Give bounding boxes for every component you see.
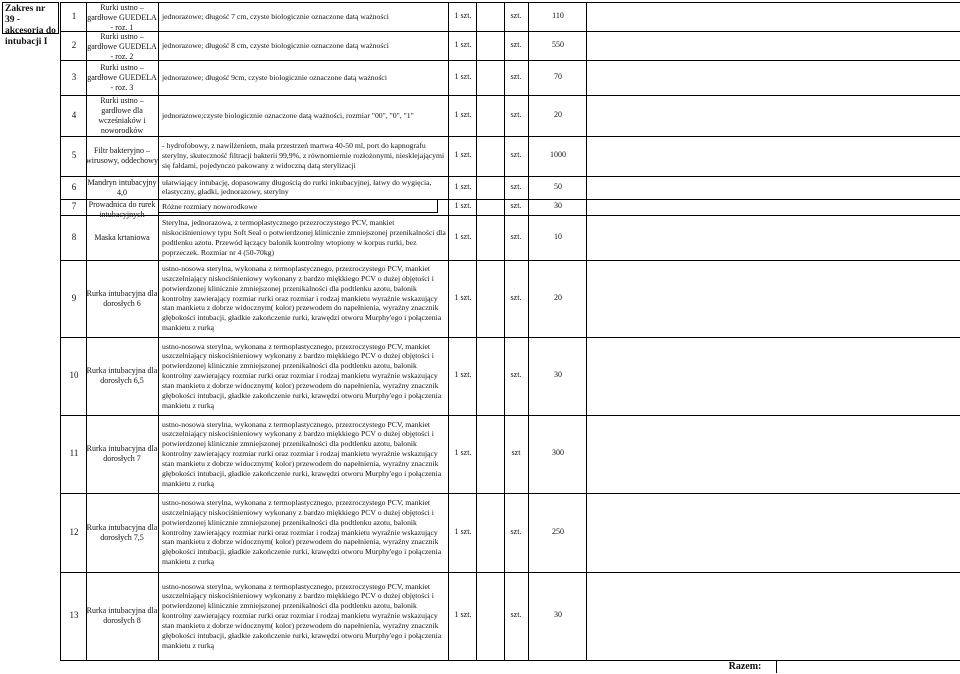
row-divider — [60, 31, 960, 32]
unit-measure: szt. — [510, 39, 522, 49]
unit-quantity: 1 szt. — [454, 181, 472, 191]
item-name: Rurka intubacyjna dla dorosłych 7 — [86, 444, 158, 463]
column-divider — [476, 2, 477, 660]
quantity: 70 — [554, 71, 562, 81]
item-description: jednorazowe; długość 8 cm, czyste biologicznie oznaczone datą ważności — [162, 40, 389, 50]
row-number: 8 — [71, 231, 77, 242]
item-name: Rurki ustno – gardłowe GUEDELA - roz. 3 — [87, 62, 157, 92]
row-number: 6 — [71, 181, 77, 192]
quantity: 300 — [552, 448, 564, 457]
unit-quantity: 1 szt. — [454, 201, 472, 210]
column-divider — [504, 2, 505, 660]
row-divider — [60, 2, 960, 3]
item-name: Rurki ustno – gardłowe GUEDELA - roz. 1 — [87, 3, 157, 32]
item-description: - hydrofobowy, z nawilżeniem, mała przestrzeń martwa 40-50 ml, port do kapnografu sterylny, skuteczność filtracji bakterii 99,9%, z równomiernie rozłożonymi, niesklejającymi się fałdami, pojedynczo pakowany z widoczną datą sterylizacji — [162, 141, 445, 170]
item-name: Rurka intubacyjna dla dorosłych 6 — [86, 288, 158, 308]
item-description: jednorazowe; długość 7 cm, czyste biologicznie oznaczone datą ważności — [162, 11, 389, 21]
unit-measure: szt. — [510, 231, 522, 241]
unit-quantity: 1 szt. — [454, 71, 472, 81]
row-number: 5 — [71, 150, 77, 160]
row-divider — [60, 136, 960, 137]
item-name: Rurki ustno – gardłowe GUEDELA - roz. 2 — [87, 32, 157, 61]
document-title: Zakres nr 39 - akcesoria do intubacji I — [2, 2, 59, 34]
row-number: 13 — [69, 610, 79, 620]
unit-measure: szt. — [510, 181, 522, 191]
item-description: Sterylna, jednorazowa, z termoplastycznego przezroczystego PCV, mankiet niskociśnieniowy typu Soft Seal o potwierdzonej klinicznie zmniejszonej przenikalności dla podtlenku azotu. Przewód łączący balonik kontrolny wtopiony w korpus rurki, bez poprzeczek. Rozmiar nr 4 (50-70kg) — [162, 218, 446, 257]
column-divider — [448, 2, 449, 660]
quantity: 50 — [554, 181, 562, 191]
row-divider — [60, 95, 960, 96]
item-description: ustno-nosowa sterylna, wykonana z termoplastycznego, przezroczystego PCV, mankiet uszczelniający niskociśnieniowy wykonany z bardzo miękkiego PCV o dużej objętości i potwierdzonej klinicznie zmniejszonej przenikalności dla podtlenku azotu, balonik kontrolny zawierający rozmiar rurki oraz rozmiar i rodzaj mankietu wyraźnie wskazujący stan mankietu z dobrze widocznym( kolor) przewodem do napełnienia, wyraźny znacznik głębokości intubacji, gładkie zakończenie rurki, krawędzi otworu Murphy'ego i połączenia mankietu z rurką — [162, 419, 442, 488]
row-divider — [60, 215, 960, 216]
column-divider — [60, 2, 61, 660]
item-name: Maska krtaniowa — [94, 232, 150, 242]
unit-measure: szt. — [510, 201, 522, 210]
row-divider — [60, 415, 960, 416]
unit-measure: szt. — [510, 526, 522, 536]
total-row-divider — [776, 660, 777, 673]
row-number: 10 — [69, 370, 79, 380]
quantity: 30 — [554, 370, 562, 379]
unit-measure: szt. — [510, 292, 522, 302]
item-description: jednorazowe; długość 9cm, czyste biologicznie oznaczone datą ważności — [162, 72, 387, 82]
unit-measure: szt. — [510, 610, 522, 619]
item-description: ustno-nosowa sterylna, wykonana z termoplastycznego, przezroczystego PCV, mankiet uszczelniający niskociśnieniowy wykonany z bardzo miękkiego PCV o dużej objętości i potwierdzonej klinicznie zmniejszonej przenikalności dla podtlenku azotu, balonik kontrolny zawierający rozmiar rurki oraz rozmiar i rodzaj mankietu wyraźnie wskazujący stan mankietu z dobrze widocznym( kolor) przewodem do napełnienia, wyraźny znacznik głębokości intubacji, gładkie zakończenie rurki, krawędzi otworu Murphy'ego i połączenia mankietu z rurką — [162, 264, 442, 333]
row-number: 2 — [71, 39, 77, 50]
quantity: 20 — [554, 292, 562, 302]
item-name: Filtr bakteryjno – wirusowy, oddechowy — [86, 146, 158, 165]
item-name: Rurka intubacyjna dla dorosłych 8 — [86, 606, 158, 625]
quantity: 10 — [554, 231, 562, 241]
unit-quantity: 1 szt. — [454, 448, 472, 457]
row-divider — [60, 572, 960, 573]
quantity: 1000 — [550, 150, 566, 159]
column-divider — [586, 2, 587, 660]
quantity: 30 — [554, 201, 562, 210]
row-number: 7 — [71, 201, 77, 211]
unit-measure: szt. — [510, 71, 522, 81]
row-number: 12 — [69, 526, 79, 537]
quantity: 250 — [552, 526, 564, 536]
unit-quantity: 1 szt. — [454, 292, 472, 302]
row-number: 3 — [71, 71, 77, 82]
unit-measure: szt. — [510, 109, 522, 119]
item-name: Rurki ustno – gardłowe dla wcześniaków i noworodków — [98, 96, 146, 135]
row-number: 11 — [69, 448, 79, 458]
unit-measure: szt. — [510, 10, 522, 20]
row-number: 4 — [71, 109, 77, 120]
row-divider — [60, 260, 960, 261]
quantity: 20 — [554, 109, 562, 119]
unit-quantity: 1 szt. — [454, 10, 472, 20]
item-name: Mandryn intubacyjny 4,0 — [87, 177, 157, 197]
item-name: Rurka intubacyjna dla dorosłych 7,5 — [86, 522, 158, 542]
total-label: Razem: — [728, 661, 762, 672]
row-number: 1 — [71, 10, 77, 21]
row-divider — [60, 493, 960, 494]
unit-quantity: 1 szt. — [454, 526, 472, 536]
unit-quantity: 1 szt. — [454, 39, 472, 49]
row-divider — [60, 337, 960, 338]
item-description: Różne rozmiary noworodkowe — [162, 202, 258, 211]
quantity: 30 — [554, 610, 562, 619]
row-number: 9 — [71, 292, 77, 303]
item-description: ustno-nosowa sterylna, wykonana z termoplastycznego, przezroczystego PCV, mankiet uszczelniający niskociśnieniowy wykonany z bardzo miękkiego PCV o dużej objętości i potwierdzonej klinicznie zmniejszonej przenikalności dla podtlenku azotu, balonik kontrolny zawierający rozmiar rurki oraz rozmiar i rodzaj mankietu wyraźnie wskazujący stan mankietu z dobrze widocznym( kolor) przewodem do napełnienia, wyraźny znacznik głębokości intubacji, gładkie zakończenie rurki, krawędzi otworu Murphy'ego i połączenia mankietu z rurką — [162, 581, 442, 650]
row-7-description-highlight — [158, 199, 438, 213]
unit-quantity: 1 szt. — [454, 610, 472, 619]
unit-quantity: 1 szt. — [454, 150, 472, 159]
item-description: ustno-nosowa sterylna, wykonana z termoplastycznego, przezroczystego PCV, mankiet uszczelniający niskociśnieniowy wykonany z bardzo miękkiego PCV o dużej objętości i potwierdzonej klinicznie zmniejszonej przenikalności dla podtlenku azotu, balonik kontrolny zawierający rozmiar rurki oraz rozmiar i rodzaj mankietu wyraźnie wskazujący stan mankietu z dobrze widocznym( kolor) przewodem do napełnienia, wyraźny znacznik głębokości intubacji, gładkie zakończenie rurki, krawędzi otworu Murphy'ego i połączenia mankietu z rurką — [162, 341, 442, 410]
unit-measure: szt. — [510, 370, 522, 379]
column-divider — [528, 2, 529, 660]
unit-quantity: 1 szt. — [454, 109, 472, 119]
row-divider — [60, 60, 960, 61]
quantity: 110 — [552, 10, 564, 20]
quantity: 550 — [552, 39, 564, 49]
unit-measure: szt. — [510, 150, 522, 159]
column-divider — [158, 2, 159, 660]
unit-measure: szt — [511, 448, 521, 457]
unit-quantity: 1 szt. — [454, 370, 472, 379]
item-description: ułatwiający intubację, dopasowany długością do rurki inkubacyjnej, łatwy do wygięcia, elastyczny, gładki, jednorazowy, sterylny — [162, 177, 432, 197]
item-description: jednorazowe;czyste biologicznie oznaczone datą ważności, rozmiar "00", "0", "1" — [162, 110, 414, 120]
item-name: Prowadnica do rurek intubacyjnych — [88, 200, 156, 219]
item-name: Rurka intubacyjna dla dorosłych 6,5 — [86, 366, 158, 385]
unit-quantity: 1 szt. — [454, 231, 472, 241]
item-description: ustno-nosowa sterylna, wykonana z termoplastycznego, przezroczystego PCV, mankiet uszczelniający niskociśnieniowy wykonany z bardzo miękkiego PCV o dużej objętości i potwierdzonej klinicznie zmniejszonej przenikalności dla podtlenku azotu, balonik kontrolny zawierający rozmiar rurki oraz rozmiar i rodzaj mankietu wyraźnie wskazujący stan mankietu z dobrze widocznym( kolor) przewodem do napełnienia, wyraźny znacznik głębokości intubacji, gładkie zakończenie rurki, krawędzi otworu Murphy'ego i połączenia mankietu z rurką — [162, 498, 442, 567]
